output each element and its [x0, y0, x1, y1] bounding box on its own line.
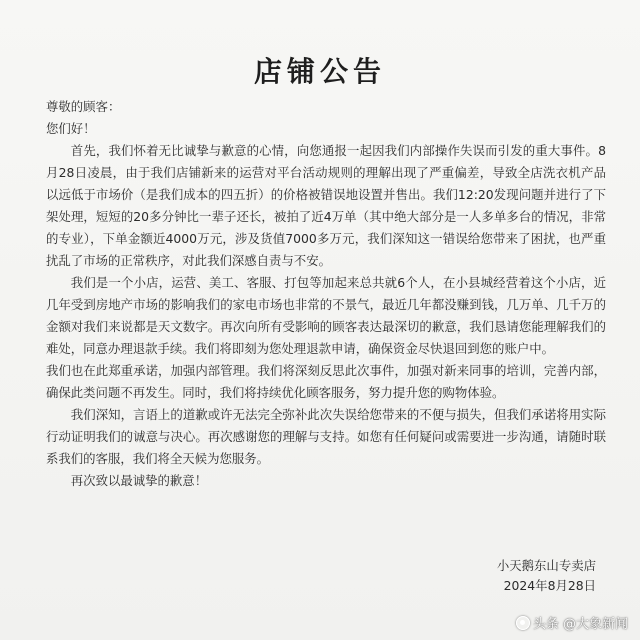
signature-block — [497, 556, 596, 596]
paragraph-closing: 再次致以最诚挚的歉意！ — [70, 473, 208, 488]
paragraph-commitment: 我们也在此郑重承诺，加强内部管理。我们将深刻反思此次事件，加强对新来同事的培训，完善内部，确保此类问题不再发生。同时，我们将持续优化顾客服务，努力提升您的购物体验。 — [46, 363, 606, 400]
paragraph-incident: 首先，我们怀着无比诚挚与歉意的心情，向您通报一起因我们内部操作失误而引发的重大事件。8月28日凌晨，由于我们店铺新来的运营对平台活动规则的理解出现了严重偏差，导致全店洗衣机产品以远低于市场价（是我们成本的四五折）的价格被错误地设置并售出。我们12:20发现问题并进行了下架处理，短短的20多分钟比一辈子还长，被拍了近4万单（其中绝大部分是一人多单多台的情况，非常的专业），下单金额近4000万元，涉及货值7000多万元，我们深知这一错误给您带来了困扰，也严重扰乱了市场的正常秩序，对此我们深感自责与不安。 — [46, 143, 606, 268]
source-watermark — [516, 613, 628, 632]
watermark-text: 头条 @大象新闻 — [532, 617, 628, 632]
salutation: 尊敬的顾客： — [46, 99, 121, 114]
paragraph-apology: 我们深知，言语上的道歉或许无法完全弥补此次失误给您带来的不便与损失，但我们承诺将用实际行动证明我们的诚意与决心。再次感谢您的理解与支持。如您有任何疑问或需要进一步沟通，请随时联系我们的客服，我们将全天候为您服务。 — [46, 407, 606, 466]
notice-body — [46, 96, 606, 492]
signature-date: 2024年8月28日 — [503, 578, 596, 593]
signature-store: 小天鹅东山专卖店 — [496, 558, 596, 573]
greeting: 您们好！ — [46, 121, 96, 136]
toutiao-logo-icon — [516, 616, 530, 630]
page-title: 店铺公告 — [253, 55, 386, 88]
paragraph-store-situation: 我们是一个小店，运营、美工、客服、打包等加起来总共就6个人，在小县城经营着这个小店，近几年受到房地产市场的影响我们的家电市场也非常的不景气，最近几年都没赚到钱，几万单、几千万的金额对我们来说都是天文数字。再次向所有受影响的顾客表达最深切的歉意，我们恳请您能理解我们的难处，同意办理退款手续。我们将即刻为您处理退款申请，确保资金尽快退回到您的账户中。 — [46, 275, 606, 356]
